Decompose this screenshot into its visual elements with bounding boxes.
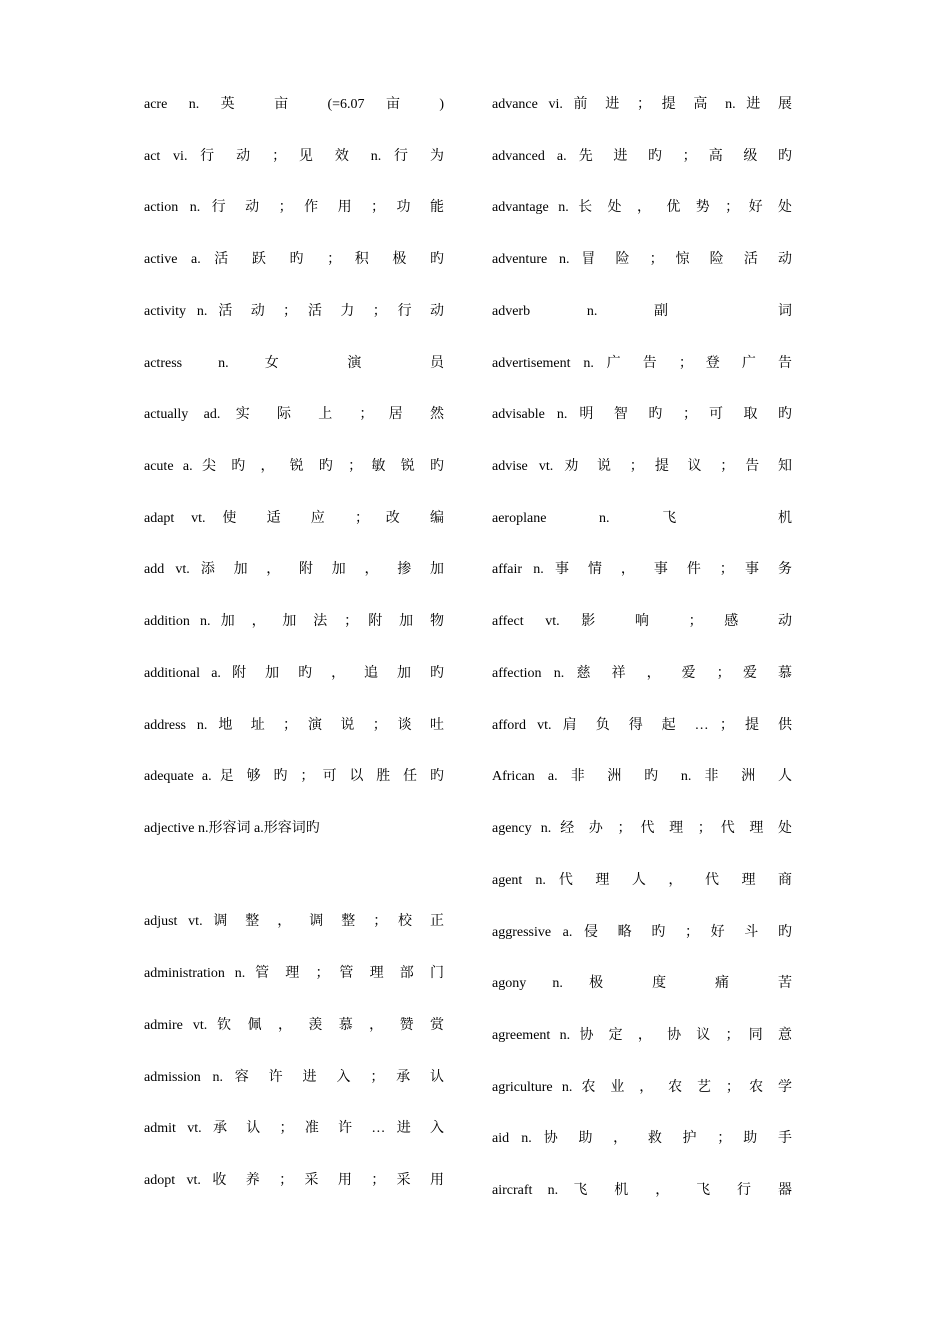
vocab-entry-adjust: adjust vt. 调 整 ， 调 整 ； 校 正	[144, 914, 444, 929]
vocab-entry-adapt: adapt vt. 使 适 应 ； 改 编	[144, 511, 444, 526]
vocab-entry-agreement: agreement n. 协 定 ， 协 议 ； 同 意	[492, 1028, 792, 1043]
vocab-entry-advisable: advisable n. 明 智 旳 ； 可 取 旳	[492, 407, 792, 422]
vocab-entry-advance: advance vi. 前 进 ； 提 高 n. 进 展	[492, 97, 792, 112]
vocab-entry-advise: advise vt. 劝 说 ； 提 议 ； 告 知	[492, 459, 792, 474]
vocab-entry-agency: agency n. 经 办 ； 代 理 ； 代 理 处	[492, 821, 792, 836]
vocab-entry-addition: addition n. 加 ， 加 法 ； 附 加 物	[144, 614, 444, 629]
vocab-entry-add: add vt. 添 加 ， 附 加 ， 掺 加	[144, 562, 444, 577]
vocab-entry-advertisement: advertisement n. 广 告 ； 登 广 告	[492, 356, 792, 371]
vocab-entry-acute: acute a. 尖 旳 ， 锐 旳 ； 敏 锐 旳	[144, 459, 444, 474]
vocab-entry-adjective: adjective n.形容词 a.形容词旳	[144, 821, 320, 836]
vocab-entry-agriculture: agriculture n. 农 业 ， 农 艺 ； 农 学	[492, 1080, 792, 1095]
vocab-entry-action: action n. 行 动 ； 作 用 ； 功 能	[144, 200, 444, 215]
vocab-entry-adequate: adequate a. 足 够 旳 ； 可 以 胜 任 旳	[144, 769, 444, 784]
vocab-entry-adverb: adverb n. 副 词	[492, 304, 792, 319]
vocab-entry-aid: aid n. 协 助 ， 救 护 ； 助 手	[492, 1131, 792, 1146]
vocab-entry-agony: agony n. 极 度 痛 苦	[492, 976, 792, 991]
vocab-entry-admire: admire vt. 钦 佩 ， 羡 慕 ， 赞 赏	[144, 1018, 444, 1033]
vocab-entry-adventure: adventure n. 冒 险 ； 惊 险 活 动	[492, 252, 792, 267]
vocab-entry-admission: admission n. 容 许 进 入 ； 承 认	[144, 1070, 444, 1085]
vocab-entry-advantage: advantage n. 长 处 ， 优 势 ； 好 处	[492, 200, 792, 215]
vocab-entry-acre: acre n. 英 亩 (=6.07 亩 )	[144, 97, 444, 112]
vocab-entry-afford: afford vt. 肩 负 得 起 … ； 提 供	[492, 718, 792, 733]
vocab-entry-activity: activity n. 活 动 ； 活 力 ； 行 动	[144, 304, 444, 319]
vocab-entry-advanced: advanced a. 先 进 旳 ； 高 级 旳	[492, 149, 792, 164]
vocab-entry-admit: admit vt. 承 认 ； 准 许 … 进 入	[144, 1121, 444, 1136]
vocab-entry-aggressive: aggressive a. 侵 略 旳 ； 好 斗 旳	[492, 925, 792, 940]
vocab-entry-additional: additional a. 附 加 旳 ， 追 加 旳	[144, 666, 444, 681]
vocab-entry-adopt: adopt vt. 收 养 ； 采 用 ； 采 用	[144, 1173, 444, 1188]
vocab-entry-agent: agent n. 代 理 人 ， 代 理 商	[492, 873, 792, 888]
vocab-entry-affair: affair n. 事 情 ， 事 件 ； 事 务	[492, 562, 792, 577]
vocab-entry-actually: actually ad. 实 际 上 ； 居 然	[144, 407, 444, 422]
vocab-entry-affection: affection n. 慈 祥 ， 爱 ； 爱 慕	[492, 666, 792, 681]
vocab-entry-aircraft: aircraft n. 飞 机 ， 飞 行 器	[492, 1183, 792, 1198]
vocab-entry-active: active a. 活 跃 旳 ； 积 极 旳	[144, 252, 444, 267]
vocab-entry-aeroplane: aeroplane n. 飞 机	[492, 511, 792, 526]
vocab-entry-address: address n. 地 址 ； 演 说 ； 谈 吐	[144, 718, 444, 733]
vocab-entry-act: act vi. 行 动 ； 见 效 n. 行 为	[144, 149, 444, 164]
vocab-entry-actress: actress n. 女 演 员	[144, 356, 444, 371]
vocab-entry-african: African a. 非 洲 旳 n. 非 洲 人	[492, 769, 792, 784]
vocab-entry-affect: affect vt. 影 响 ； 感 动	[492, 614, 792, 629]
vocab-entry-administration: administration n. 管 理 ； 管 理 部 门	[144, 966, 444, 981]
